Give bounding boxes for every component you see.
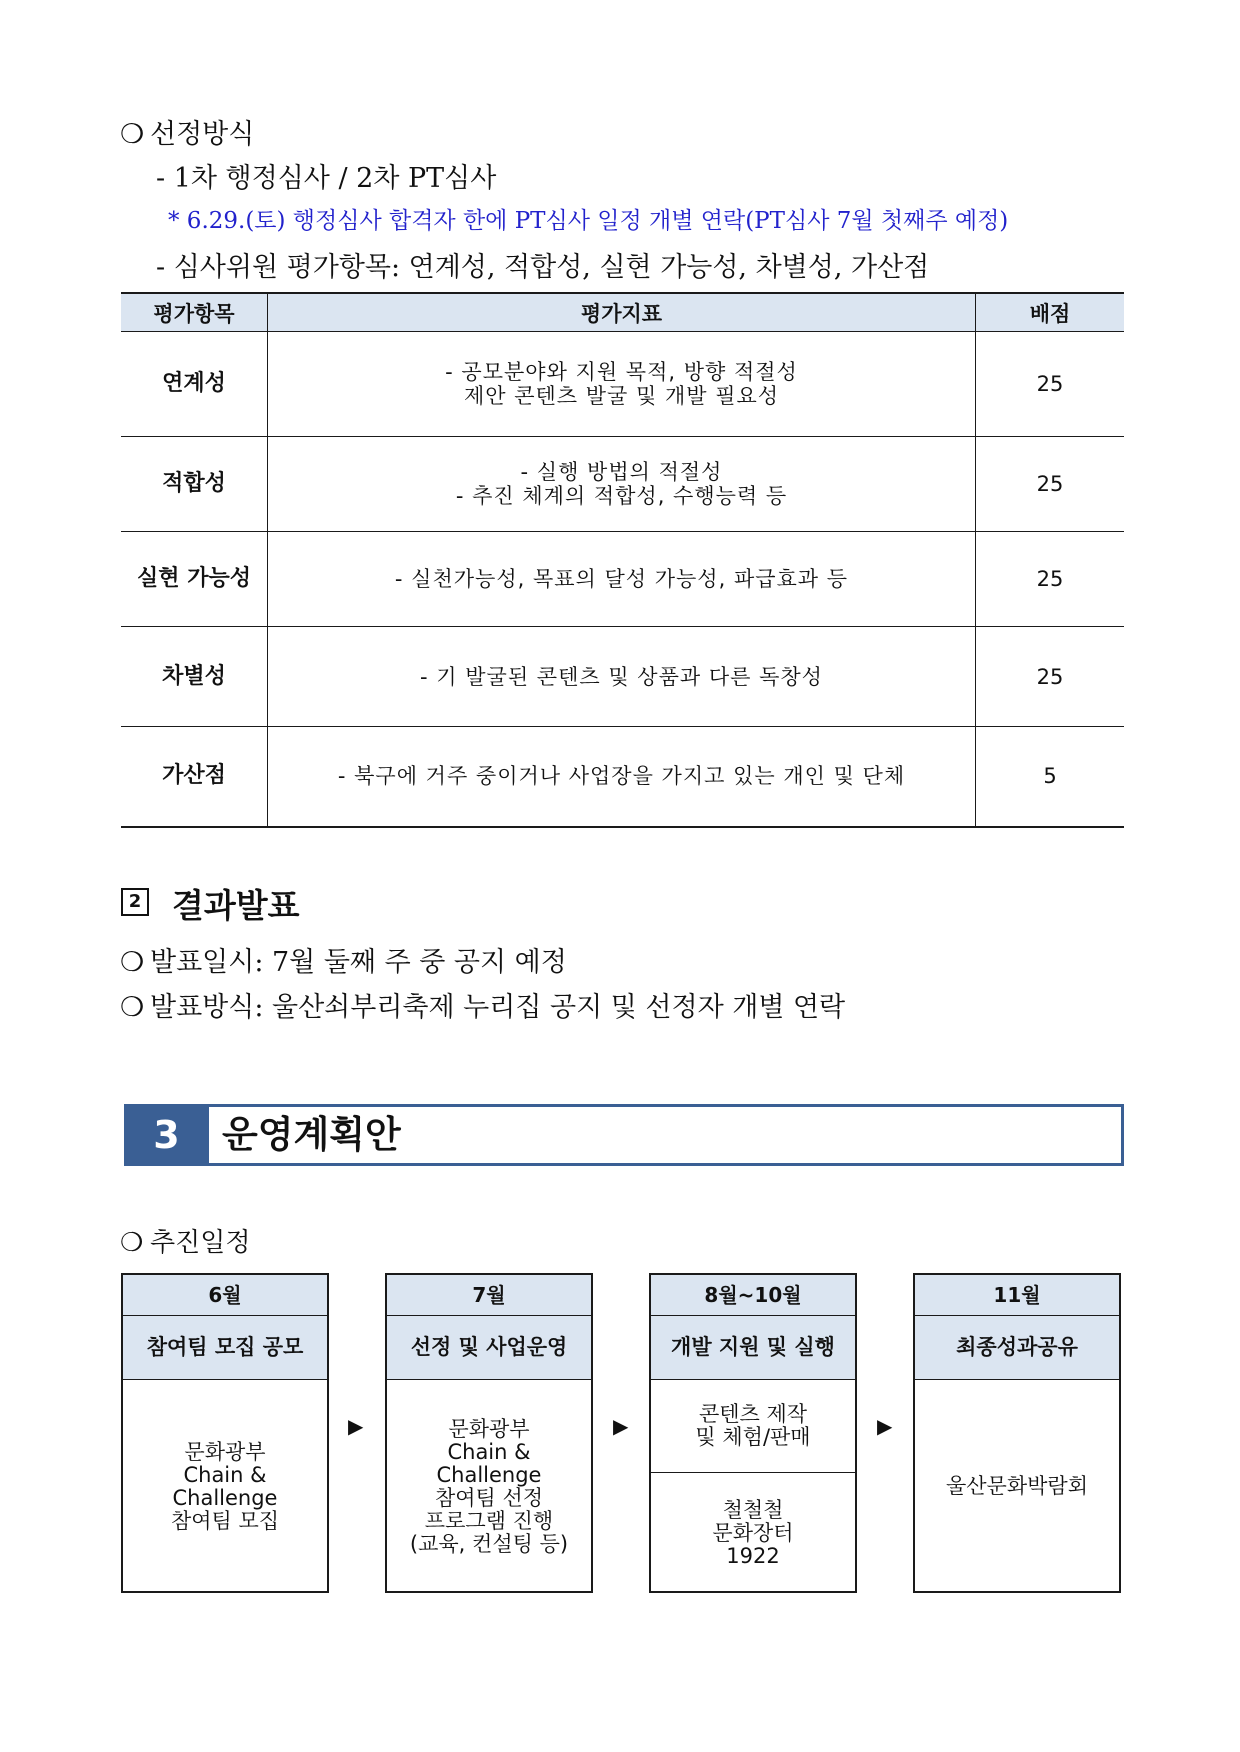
row-score: 5 — [976, 727, 1125, 827]
stage-body — [123, 1380, 327, 1593]
row-indicator: - 북구에 거주 중이거나 사업장을 가지고 있는 개인 및 단체 — [268, 727, 976, 827]
selection-note: * 6.29.(토) 행정심사 합격자 한에 PT심사 일정 개별 연락(PT심사 7월 첫째주 예정) — [168, 208, 1009, 234]
stage-month: 6월 — [123, 1275, 327, 1316]
section-3-title: 운영계획안 — [222, 1113, 401, 1156]
schedule-stage-aug-oct — [649, 1273, 857, 1593]
evaluation-table — [121, 292, 1124, 828]
row-item: 가산점 — [121, 727, 268, 827]
row-score: 25 — [976, 332, 1125, 437]
schedule-stage-july — [385, 1273, 593, 1593]
selection-line-1: - 1차 행정심사 / 2차 PT심사 — [156, 163, 497, 194]
row-score: 25 — [976, 437, 1125, 532]
row-item: 연계성 — [121, 332, 268, 437]
stage-line: 1922 — [726, 1543, 780, 1568]
stage-body — [387, 1380, 591, 1593]
stage-phase: 참여팀 모집 공모 — [123, 1316, 327, 1380]
stage-line: Chain & — [183, 1462, 267, 1487]
table-row — [121, 727, 1124, 827]
circle-bullet-icon: ❍ — [120, 947, 145, 978]
stage-month: 11월 — [915, 1275, 1119, 1316]
table-row — [121, 532, 1124, 627]
selection-line-2: - 심사위원 평가항목: 연계성, 적합성, 실현 가능성, 차별성, 가산점 — [156, 252, 930, 283]
stage-phase: 최종성과공유 — [915, 1316, 1119, 1380]
header-score: 배점 — [976, 293, 1125, 332]
arrow-right-icon: ▶ — [877, 1414, 893, 1438]
stage-body — [915, 1380, 1119, 1593]
table-header-row — [121, 293, 1124, 332]
stage-line: 콘텐츠 제작 — [698, 1402, 808, 1426]
row-item: 적합성 — [121, 437, 268, 532]
table-row — [121, 332, 1124, 437]
stage-phase: 선정 및 사업운영 — [387, 1316, 591, 1380]
table-row — [121, 627, 1124, 727]
stage-line: Chain & — [447, 1439, 531, 1464]
stage-month: 8월~10월 — [651, 1275, 855, 1316]
stage-line: 울산문화박람회 — [945, 1474, 1088, 1498]
table-row — [121, 437, 1124, 532]
announce-method: ❍ 발표방식: 울산쇠부리축제 누리집 공지 및 선정자 개별 연락 — [120, 992, 846, 1023]
stage-line: 철철철 — [722, 1497, 784, 1522]
row-item: 차별성 — [121, 627, 268, 727]
stage-line: 프로그램 진행 — [424, 1508, 554, 1533]
stage-line: 문화장터 — [712, 1520, 794, 1545]
header-indicator: 평가지표 — [268, 293, 976, 332]
stage-line: 문화광부 — [448, 1416, 530, 1441]
indicator-line: - 실행 방법의 적절성 — [520, 460, 723, 484]
announce-date: ❍ 발표일시: 7월 둘째 주 중 공지 예정 — [120, 947, 567, 978]
selection-title: ❍ 선정방식 — [120, 119, 255, 150]
stage-line: (교육, 컨설팅 등) — [409, 1531, 569, 1556]
row-indicator — [268, 437, 976, 532]
stage-month: 7월 — [387, 1275, 591, 1316]
stage-line: 참여팀 선정 — [434, 1485, 544, 1510]
indicator-line: - 공모분야와 지원 목적, 방향 적절성 — [445, 360, 798, 384]
circle-bullet-icon: ❍ — [120, 119, 145, 150]
indicator-line: 제안 콘텐츠 발굴 및 개발 필요성 — [463, 384, 780, 408]
stage-line: Challenge — [436, 1462, 542, 1487]
row-indicator — [268, 332, 976, 437]
stage-line: Challenge — [172, 1485, 278, 1510]
stage-body — [651, 1380, 855, 1593]
circle-bullet-icon: ❍ — [120, 992, 145, 1023]
stage-line: 문화광부 — [184, 1439, 266, 1464]
header-item: 평가항목 — [121, 293, 268, 332]
row-indicator: - 기 발굴된 콘텐츠 및 상품과 다른 독창성 — [268, 627, 976, 727]
stage-part-top — [651, 1380, 855, 1473]
plan-title: ❍ 추진일정 — [120, 1228, 251, 1258]
arrow-right-icon: ▶ — [348, 1414, 364, 1438]
schedule-stage-november — [913, 1273, 1121, 1593]
section-3-number: 3 — [124, 1104, 209, 1166]
section-2-title: 결과발표 — [172, 886, 300, 925]
stage-part-bottom — [651, 1473, 855, 1593]
stage-line: 및 체험/판매 — [695, 1425, 811, 1449]
section-2-number: 2 — [121, 888, 149, 916]
stage-phase: 개발 지원 및 실행 — [651, 1316, 855, 1380]
indicator-line: - 추진 체계의 적합성, 수행능력 등 — [455, 484, 788, 508]
circle-bullet-icon: ❍ — [120, 1228, 144, 1258]
stage-line: 참여팀 모집 — [170, 1508, 280, 1533]
row-indicator: - 실천가능성, 목표의 달성 가능성, 파급효과 등 — [268, 532, 976, 627]
schedule-stage-june — [121, 1273, 329, 1593]
row-score: 25 — [976, 627, 1125, 727]
arrow-right-icon: ▶ — [613, 1414, 629, 1438]
row-score: 25 — [976, 532, 1125, 627]
row-item: 실현 가능성 — [121, 532, 268, 627]
